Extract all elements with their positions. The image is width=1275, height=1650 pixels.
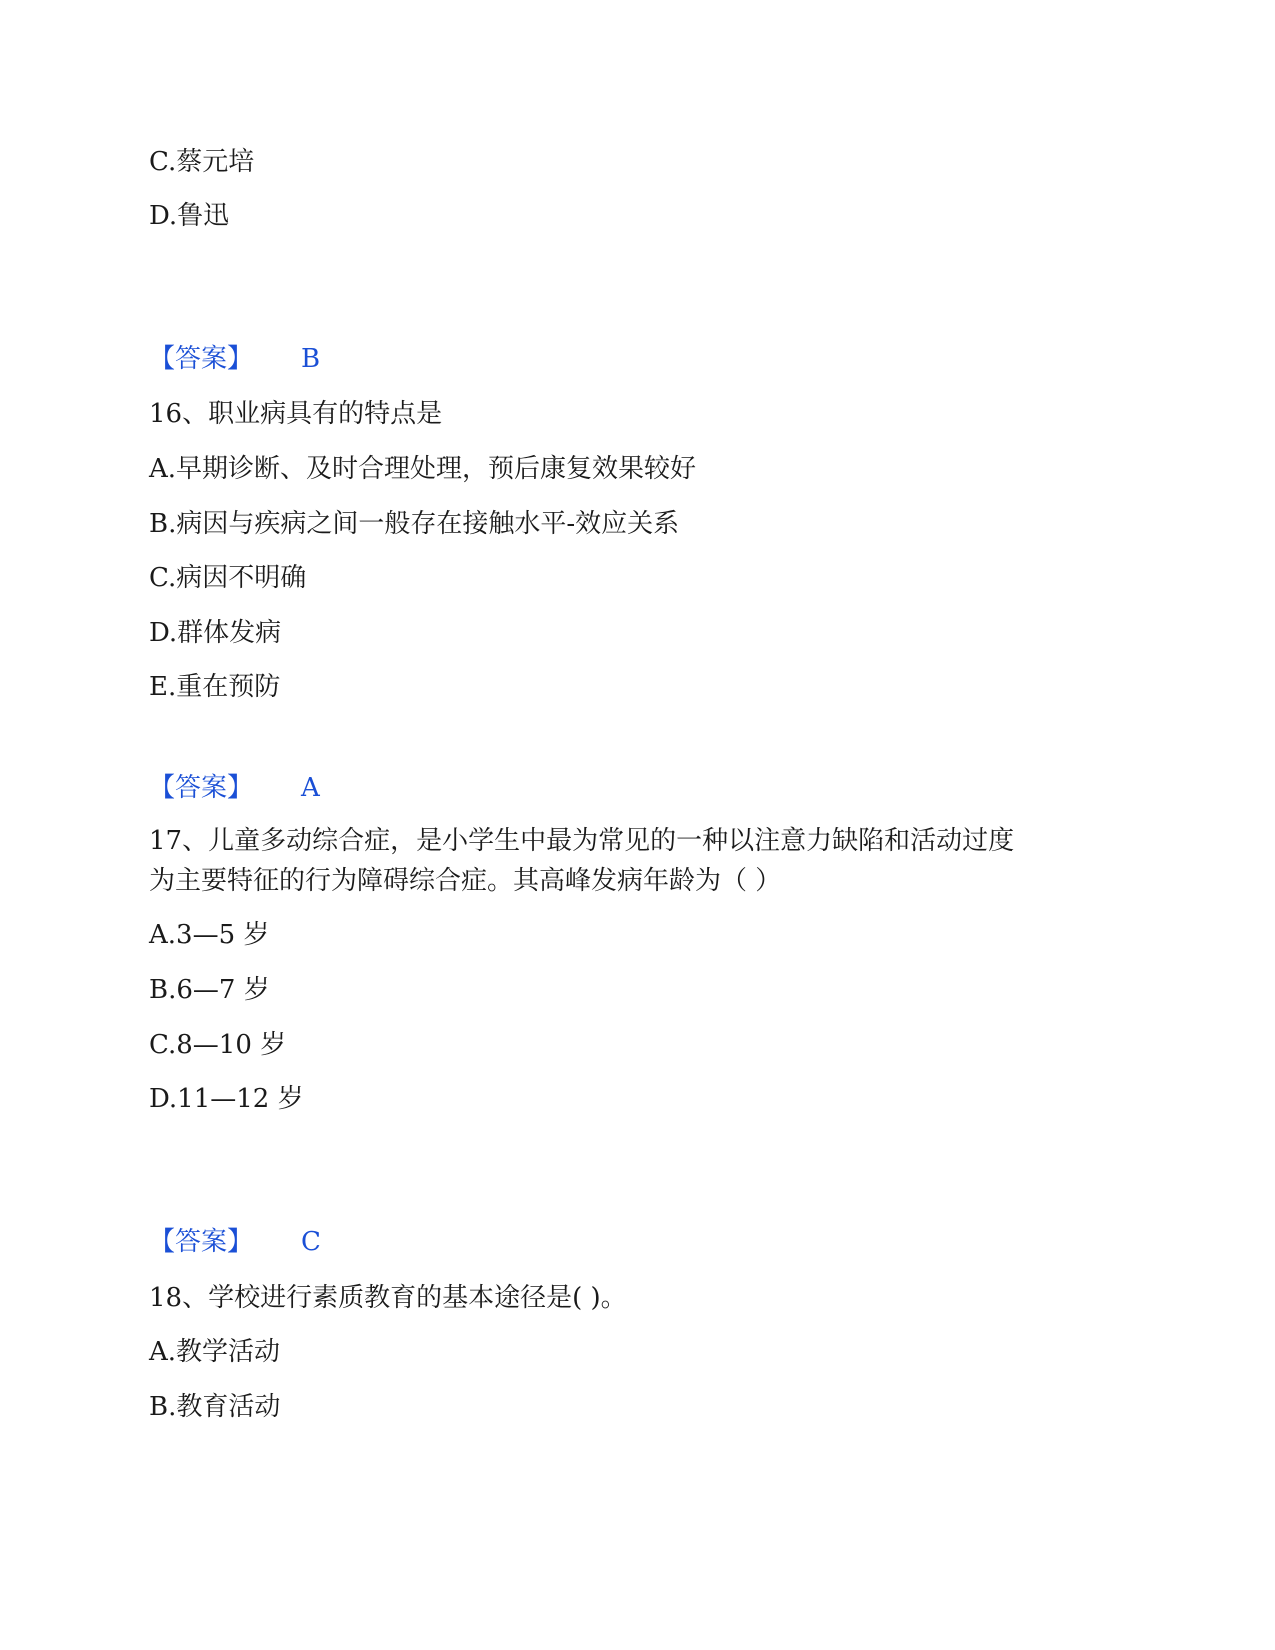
answer-17 bbox=[149, 1225, 321, 1259]
q18-option-b: B.教育活动 bbox=[149, 1392, 281, 1422]
answer-label: 【答案】 bbox=[149, 773, 254, 803]
q17-stem-line1: 17、儿童多动综合症，是小学生中最为常见的一种以注意力缺陷和活动过度 bbox=[149, 826, 1015, 856]
q18-stem: 18、学校进行素质教育的基本途径是( )。 bbox=[149, 1283, 627, 1313]
answer-value: C bbox=[301, 1227, 321, 1257]
q17-stem-line2: 为主要特征的行为障碍综合症。其高峰发病年龄为（ ） bbox=[149, 866, 782, 896]
q16-option-c: C.病因不明确 bbox=[149, 563, 307, 593]
answer-label: 【答案】 bbox=[149, 1227, 254, 1257]
answer-value: B bbox=[301, 344, 321, 374]
answer-15 bbox=[149, 342, 320, 376]
q16-option-b: B.病因与疾病之间一般存在接触水平-效应关系 bbox=[149, 509, 680, 539]
q15-option-c: C.蔡元培 bbox=[149, 147, 255, 177]
q18-option-a: A.教学活动 bbox=[149, 1337, 281, 1367]
q16-stem: 16、职业病具有的特点是 bbox=[149, 399, 443, 429]
q16-option-e: E.重在预防 bbox=[149, 672, 281, 702]
q17-option-b: B.6—7 岁 bbox=[149, 975, 270, 1005]
q17-option-c: C.8—10 岁 bbox=[149, 1030, 287, 1060]
q15-option-d: D.鲁迅 bbox=[149, 201, 230, 231]
q17-option-d: D.11—12 岁 bbox=[149, 1084, 304, 1114]
answer-label: 【答案】 bbox=[149, 344, 254, 374]
q16-option-d: D.群体发病 bbox=[149, 618, 282, 648]
q17-option-a: A.3—5 岁 bbox=[149, 920, 270, 950]
answer-16 bbox=[149, 771, 320, 805]
q16-option-a: A.早期诊断、及时合理处理，预后康复效果较好 bbox=[149, 454, 697, 484]
answer-value: A bbox=[301, 773, 320, 803]
